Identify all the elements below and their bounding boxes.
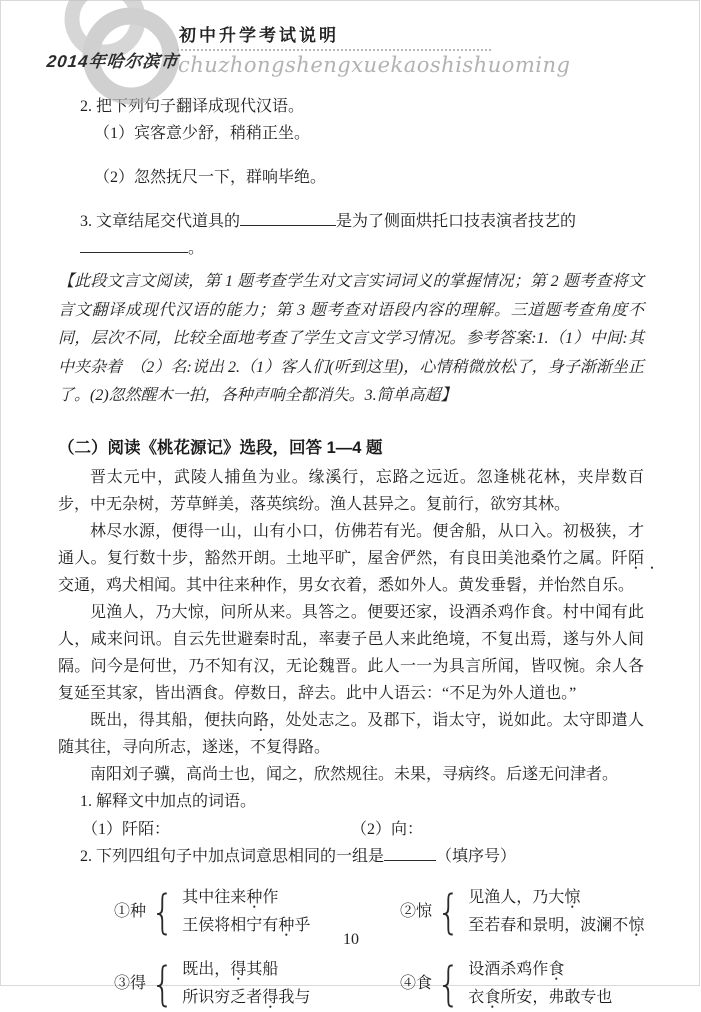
section-two <box>58 435 644 1012</box>
brace-icon: { <box>150 884 175 939</box>
option-line: 见渔人，乃大惊 <box>468 888 581 906</box>
option-group-4 <box>400 956 644 1012</box>
question-2-text-post: （填序号） <box>436 847 517 865</box>
question-3-text-pre: 3. 文章结尾交代道具的 <box>80 213 241 230</box>
option-line: 至若春和景明，波澜不惊 <box>468 916 645 934</box>
brace-icon: { <box>436 956 461 1011</box>
page-number: 10 <box>343 931 359 948</box>
exam-commentary-block: 【此段文言文阅读，第 1 题考查学生对文言实词词义的掌握情况；第 2 题考查将文言文翻译成现代汉语的能力；第 3 题考查对语段内容的理解。三道题考查角度不同，层次不同，比较全面地考查了学生文言文学习情况。参考答案:1.（1）中间:其中夹杂着 （2）名:说出 2.（1）客人们(听到这里)，心情稍微放松了，身子渐渐坐正了。(2)忽然醒木一拍，各种声响全都消失。3.简单高超】 <box>58 273 644 404</box>
question-2-item-1: （1）宾客意少舒，稍稍正坐。 <box>94 125 311 142</box>
option-line: 其中往来种作 <box>182 888 279 906</box>
dotted-divider <box>177 49 491 51</box>
passage-paragraph-5: 南阳刘子骥，高尚士也，闻之，欣然规往。未果，寻病终。后遂无问津者。 <box>90 765 619 783</box>
page-title: 初中升学考试说明 <box>179 26 339 45</box>
question-3-text-mid: 是为了侧面烘托口技表演者技艺的 <box>336 213 577 230</box>
option-label: ④食 <box>400 975 433 992</box>
option-line: 衣食所安，弗敢专也 <box>468 988 613 1006</box>
brace-icon: { <box>436 884 461 939</box>
passage-paragraph-3: 见渔人，乃大惊，问所从来。具答之。便要还家，设酒杀鸡作食。村中闻有此人，咸来问讯。自云先世避秦时乱，率妻子邑人来此绝境，不复出焉，遂与外人间隔。问今是何世，乃不知有汉，无论魏晋。此人一一为具言所闻，皆叹惋。余人各复延至其家，皆出酒食。停数日，辞去。此中人语云：“不足为外人道也。” <box>58 603 644 702</box>
question-3-fill-blank <box>58 208 644 262</box>
passage-paragraph-2: 林尽水源，便得一山，山有小口，仿佛若有光。便舍船，从口入。初极狭，才通人。复行数十步，豁然开朗。土地平旷，屋舍俨然，有良田美池桑竹之属。阡陌交通，鸡犬相闻。其中往来种作，男女衣着，悉如外人。黄发垂髫，并怡然自乐。 <box>58 522 644 594</box>
section-two-heading: （二）阅读《桃花源记》选段，回答 1—4 题 <box>58 438 383 457</box>
page-header <box>1 1 701 93</box>
option-line: 王侯将相宁有种乎 <box>182 916 311 934</box>
question-2-item-2: （2）忽然抚尺一下，群响毕绝。 <box>94 169 327 186</box>
answer-blank-line <box>384 846 436 861</box>
option-line: 既出，得其船 <box>182 960 279 978</box>
document-page <box>1 1 701 1011</box>
question-2-text-pre: 2. 下列四组句子中加点词意思相同的一组是 <box>80 847 385 865</box>
year-city-label: 2014年哈尔滨市 <box>45 52 180 71</box>
pinyin-subtitle: chuzhongshengxuekaoshishuoming <box>178 53 571 77</box>
brace-icon: { <box>150 956 175 1011</box>
option-group-3 <box>114 956 400 1012</box>
option-line: 设酒杀鸡作食 <box>468 960 565 978</box>
passage-paragraph-1: 晋太元中，武陵人捕鱼为业。缘溪行，忘路之远近。忽逢桃花林，夹岸数百步，中无杂树，芳草鲜美，落英缤纷。渔人甚异之。复前行，欲穷其林。 <box>58 468 644 513</box>
question-1-items <box>58 816 644 843</box>
question-1-item-1: （1）阡陌： <box>82 820 171 838</box>
page-content <box>58 93 644 1012</box>
question-2-choose-group <box>58 843 644 870</box>
option-label: ①种 <box>114 903 147 920</box>
option-line: 所识穷乏者得我与 <box>182 988 311 1006</box>
option-label: ②惊 <box>400 903 433 920</box>
answer-blank-line <box>80 238 188 253</box>
answer-blank-line <box>240 211 336 226</box>
question-1-explain: 1. 解释文中加点的词语。 <box>80 792 257 810</box>
passage-paragraph-4: 既出，得其船，便扶向路，处处志之。及郡下，诣太守，说如此。太守即遣人随其往，寻向所志，遂迷，不复得路。 <box>58 711 644 756</box>
question-1-item-2: （2）向： <box>351 820 424 838</box>
option-label: ③得 <box>114 975 147 992</box>
question-3-text-end: 。 <box>188 240 205 257</box>
question-2-translate: 2. 把下列句子翻译成现代汉语。 <box>80 98 305 115</box>
